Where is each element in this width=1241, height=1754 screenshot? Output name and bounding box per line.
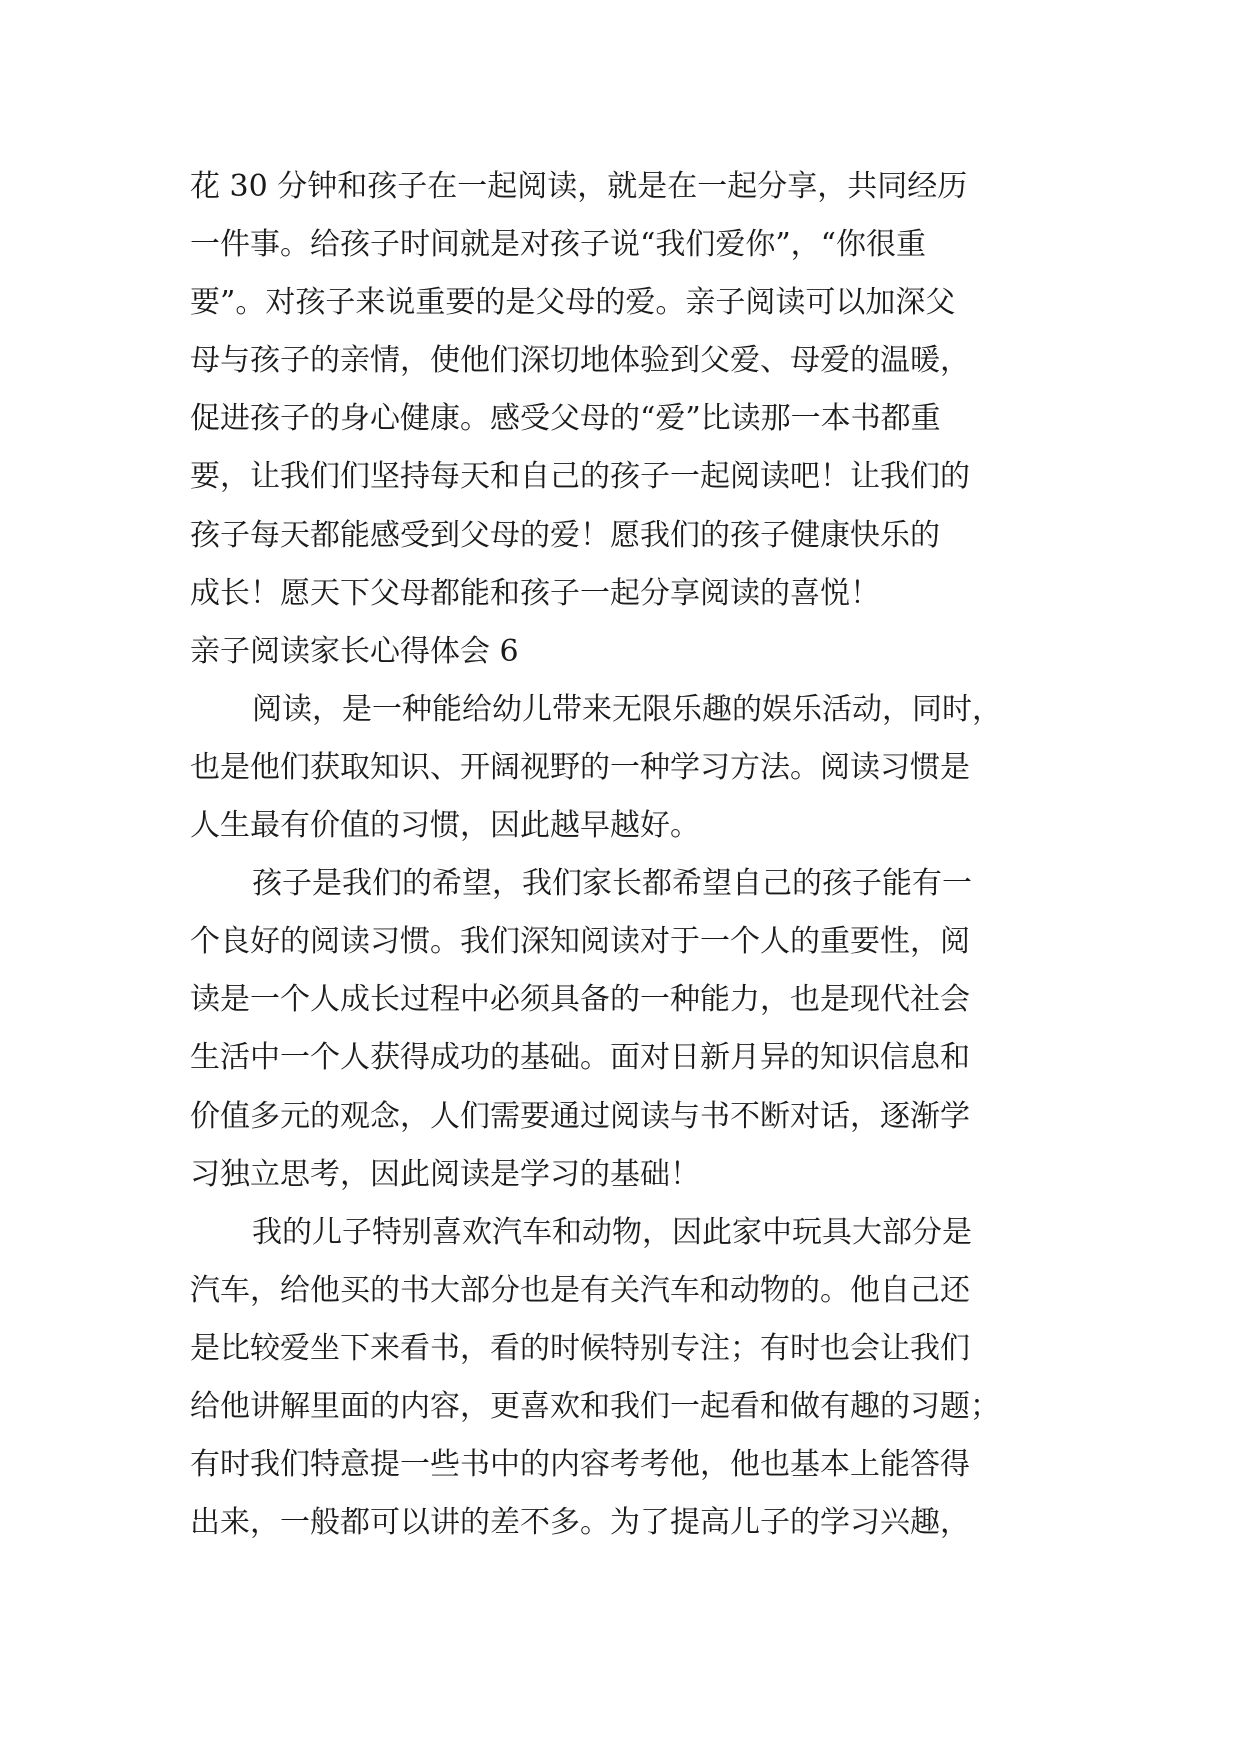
text-line: 读是一个人成长过程中必须具备的一种能力，也是现代社会 (190, 982, 970, 1018)
document-body (190, 158, 1070, 1552)
text-line: 有时我们特意提一些书中的内容考考他，他也基本上能答得 (190, 1447, 970, 1483)
text-line: 要”。对孩子来说重要的是父母的爱。亲子阅读可以加深父 (190, 285, 956, 321)
section-heading: 亲子阅读家长心得体会 6 (190, 633, 519, 669)
text-line: 孩子每天都能感受到父母的爱！愿我们的孩子健康快乐的 (190, 517, 940, 553)
text-line: 花 30 分钟和孩子在一起阅读，就是在一起分享，共同经历 (190, 169, 968, 204)
text-line: 要，让我们们坚持每天和自己的孩子一起阅读吧！让我们的 (190, 459, 970, 495)
text-line: 一件事。给孩子时间就是对孩子说“我们爱你”，“你很重 (190, 227, 927, 263)
text-line: 人生最有价值的习惯，因此越早越好。 (190, 808, 700, 844)
text-line: 我的儿子特别喜欢汽车和动物，因此家中玩具大部分是 (252, 1214, 972, 1250)
text-line: 是比较爱坐下来看书，看的时候特别专注；有时也会让我们 (190, 1330, 970, 1366)
text-line: 价值多元的观念，人们需要通过阅读与书不断对话，逐渐学 (190, 1098, 970, 1134)
text-line: 促进孩子的身心健康。感受父母的“爱”比读那一本书都重 (190, 401, 941, 437)
text-line: 生活中一个人获得成功的基础。面对日新月异的知识信息和 (190, 1040, 970, 1076)
text-line: 个良好的阅读习惯。我们深知阅读对于一个人的重要性，阅 (190, 924, 970, 960)
text-line: 出来，一般都可以讲的差不多。为了提高儿子的学习兴趣， (190, 1505, 970, 1541)
text-line: 成长！愿天下父母都能和孩子一起分享阅读的喜悦！ (190, 575, 880, 611)
text-line: 母与孩子的亲情，使他们深切地体验到父爱、母爱的温暖， (190, 343, 970, 379)
text-line: 也是他们获取知识、开阔视野的一种学习方法。阅读习惯是 (190, 749, 970, 785)
text-line: 阅读，是一种能给幼儿带来无限乐趣的娱乐活动，同时， (252, 691, 1002, 727)
text-line: 孩子是我们的希望，我们家长都希望自己的孩子能有一 (252, 866, 972, 902)
text-line: 汽车，给他买的书大部分也是有关汽车和动物的。他自己还 (190, 1272, 970, 1308)
text-line: 习独立思考，因此阅读是学习的基础！ (190, 1156, 700, 1192)
text-line: 给他讲解里面的内容，更喜欢和我们一起看和做有趣的习题； (190, 1388, 1000, 1424)
